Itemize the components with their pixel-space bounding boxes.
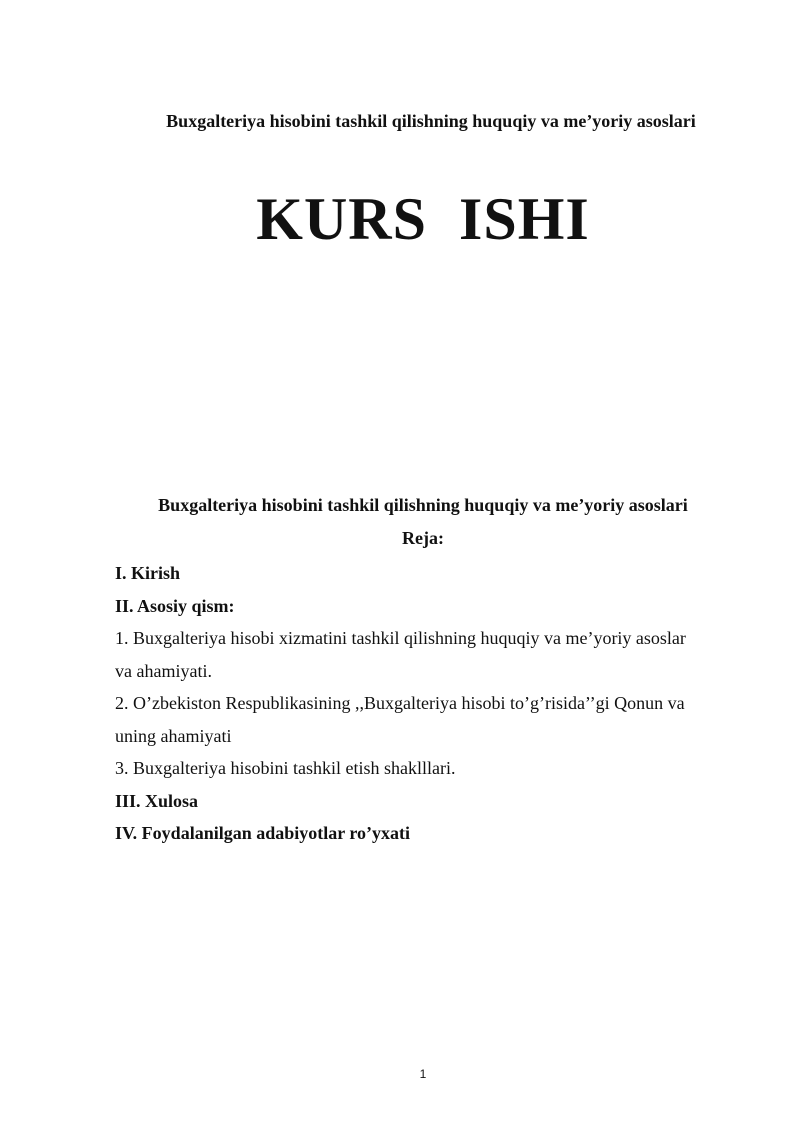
document-subject-title: Buxgalteriya hisobini tashkil qilishning huquqiy va me’yoriy asoslari: [166, 111, 696, 131]
course-work-title: KURS ISHI: [256, 186, 590, 252]
plan-outline: [115, 557, 715, 850]
outline-subitem-2-line-1: 2. O’zbekiston Respublikasining ,,Buxgalteriya hisobi to’g’risida’’gi Qonun va: [115, 693, 685, 713]
page-number: 1: [419, 1067, 427, 1081]
outline-subitem-2-line-2: uning ahamiyati: [115, 725, 232, 746]
outline-item-intro: I. Kirish: [115, 563, 181, 583]
outline-subitem-1-line-2: va ahamiyati.: [115, 660, 212, 681]
plan-label: Reja:: [402, 528, 444, 548]
plan-heading: Buxgalteriya hisobini tashkil qilishning huquqiy va me’yoriy asoslari: [158, 495, 688, 515]
outline-subitem-3: 3. Buxgalteriya hisobini tashkil etish shaklllari.: [115, 758, 456, 778]
outline-item-conclusion: III. Xulosa: [115, 790, 199, 811]
outline-subitem-1-line-1: 1. Buxgalteriya hisobi xizmatini tashkil qilishning huquqiy va me’yoriy asoslar: [115, 628, 686, 648]
outline-item-main-part: II. Asosiy qism:: [115, 595, 235, 616]
outline-item-references: IV. Foydalanilgan adabiyotlar ro’yxati: [115, 823, 411, 843]
